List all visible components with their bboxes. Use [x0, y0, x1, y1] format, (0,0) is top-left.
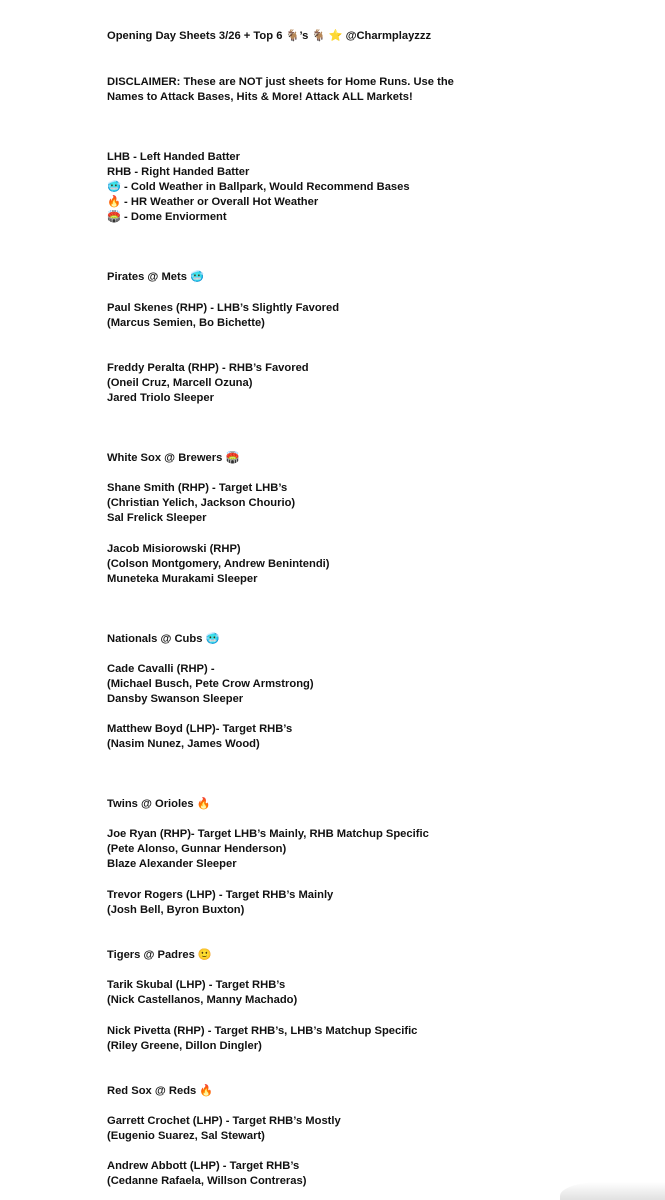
- pitcher-line: Garrett Crochet (LHP) - Target RHB’s Mostly: [107, 1115, 341, 1127]
- pitcher-line: Joe Ryan (RHP)- Target LHB’s Mainly, RHB Matchup Specific: [107, 828, 429, 840]
- target-batters: (Nick Castellanos, Manny Machado): [107, 994, 298, 1006]
- legend-dome: 🏟️ - Dome Enviorment: [107, 211, 227, 223]
- pitcher-line: Andrew Abbott (LHP) - Target RHB’s: [107, 1160, 300, 1172]
- legend-lhb: LHB - Left Handed Batter: [107, 151, 241, 163]
- sleeper-pick: Sal Frelick Sleeper: [107, 512, 207, 524]
- game-header: Red Sox @ Reds 🔥: [107, 1085, 214, 1097]
- target-batters: (Eugenio Suarez, Sal Stewart): [107, 1130, 265, 1142]
- target-batters: (Christian Yelich, Jackson Chourio): [107, 497, 296, 509]
- pitcher-line: Jacob Misiorowski (RHP): [107, 543, 241, 555]
- game-header: Pirates @ Mets 🥶: [107, 271, 204, 283]
- target-batters: (Nasim Nunez, James Wood): [107, 738, 260, 750]
- pitcher-line: Tarik Skubal (LHP) - Target RHB’s: [107, 979, 286, 991]
- target-batters: (Colson Montgomery, Andrew Benintendi): [107, 558, 330, 570]
- target-batters: (Pete Alonso, Gunnar Henderson): [107, 843, 287, 855]
- legend-cold-weather: 🥶 - Cold Weather in Ballpark, Would Recommend Bases: [107, 181, 410, 193]
- disclaimer-line: DISCLAIMER: These are NOT just sheets for Home Runs. Use the: [107, 76, 454, 88]
- game-header: Tigers @ Padres 🙂: [107, 949, 212, 961]
- legend-hot-weather: 🔥 - HR Weather or Overall Hot Weather: [107, 196, 319, 208]
- pitcher-line: Matthew Boyd (LHP)- Target RHB’s: [107, 723, 293, 735]
- target-batters: (Michael Busch, Pete Crow Armstrong): [107, 678, 314, 690]
- legend-rhb: RHB - Right Handed Batter: [107, 166, 250, 178]
- pitcher-line: Trevor Rogers (LHP) - Target RHB’s Mainly: [107, 889, 334, 901]
- sleeper-pick: Blaze Alexander Sleeper: [107, 858, 237, 870]
- game-header: Nationals @ Cubs 🥶: [107, 633, 220, 645]
- disclaimer-line: Names to Attack Bases, Hits & More! Attack ALL Markets!: [107, 91, 413, 103]
- target-batters: (Oneil Cruz, Marcell Ozuna): [107, 377, 253, 389]
- pitcher-line: Paul Skenes (RHP) - LHB’s Slightly Favored: [107, 302, 340, 314]
- document-title: Opening Day Sheets 3/26 + Top 6 🐐’s 🐐 ⭐ @Charmplayzzz: [107, 30, 432, 42]
- pitcher-line: Freddy Peralta (RHP) - RHB’s Favored: [107, 362, 309, 374]
- target-batters: (Josh Bell, Byron Buxton): [107, 904, 245, 916]
- pitcher-line: Nick Pivetta (RHP) - Target RHB’s, LHB’s Matchup Specific: [107, 1025, 418, 1037]
- game-header: Twins @ Orioles 🔥: [107, 798, 211, 810]
- target-batters: (Riley Greene, Dillon Dingler): [107, 1040, 262, 1052]
- target-batters: (Marcus Semien, Bo Bichette): [107, 317, 265, 329]
- pitcher-line: Cade Cavalli (RHP) -: [107, 663, 215, 675]
- page-corner-shadow: [560, 1182, 665, 1200]
- pitcher-line: Shane Smith (RHP) - Target LHB’s: [107, 482, 288, 494]
- sleeper-pick: Jared Triolo Sleeper: [107, 392, 214, 404]
- game-header: White Sox @ Brewers 🏟️: [107, 452, 240, 464]
- sleeper-pick: Muneteka Murakami Sleeper: [107, 573, 258, 585]
- sleeper-pick: Dansby Swanson Sleeper: [107, 693, 244, 705]
- target-batters: (Cedanne Rafaela, Willson Contreras): [107, 1175, 307, 1187]
